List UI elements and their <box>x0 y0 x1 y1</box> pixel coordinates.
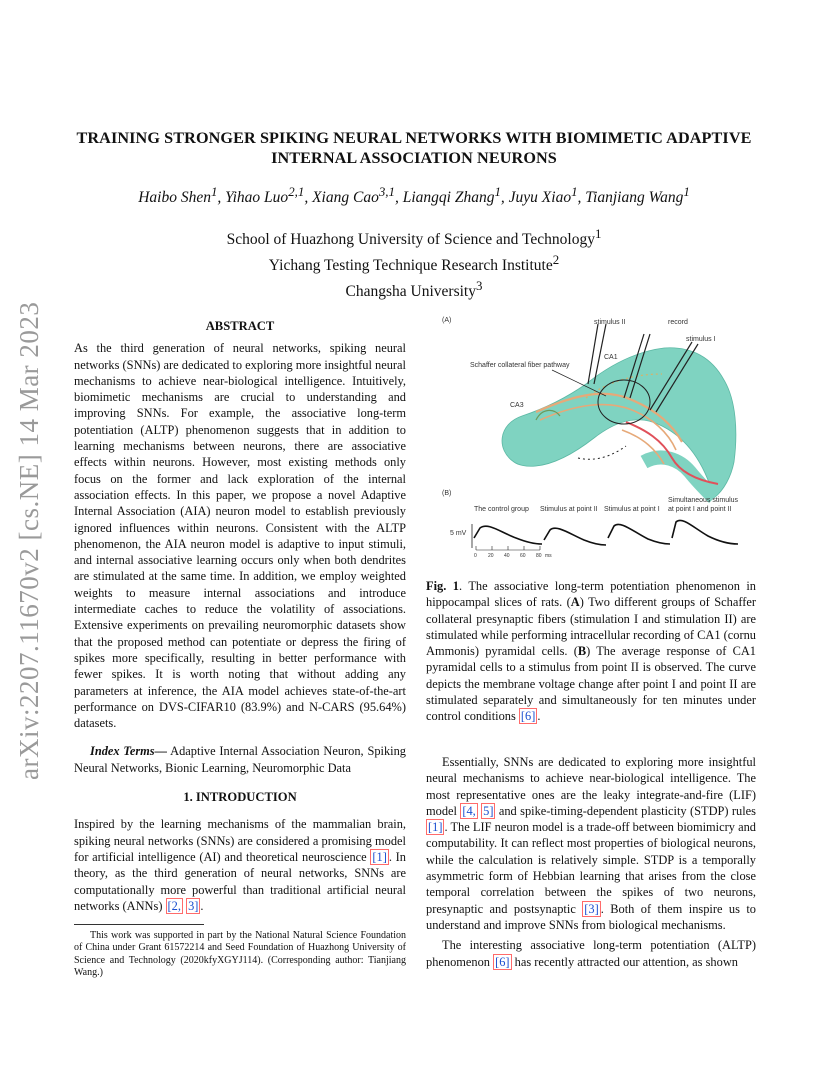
affiliations <box>60 224 768 302</box>
ca3-label: CA3 <box>510 402 524 409</box>
group-label: Simultaneous stimulus <box>668 497 739 504</box>
time-tick: 0 <box>474 553 477 559</box>
stimulus-2-electrode <box>588 324 598 384</box>
time-tick: 20 <box>488 553 494 559</box>
author: Yihao Luo <box>225 189 289 207</box>
author: Tianjiang Wang <box>585 189 684 207</box>
citation-link[interactable]: 3] <box>188 898 199 913</box>
time-tick: 40 <box>504 553 510 559</box>
affiliation: Yichang Testing Technique Research Institute$^2$ <box>268 252 560 275</box>
trace-control <box>474 526 542 544</box>
trace-stimulus-1 <box>608 524 670 544</box>
citation-link[interactable]: [4, <box>462 803 476 818</box>
ca1-label: CA1 <box>604 354 618 361</box>
citation-link[interactable]: [1] <box>372 849 387 864</box>
affiliation: Changsha University$^3$ <box>345 278 483 301</box>
author-affil: 1 <box>683 184 690 199</box>
index-terms-text: Adaptive Internal Association Neuron, Spiking Neural Networks, Bionic Learning, Neuromorphic Data <box>74 744 406 775</box>
index-terms-label: Index Terms— <box>90 744 168 759</box>
citation-link[interactable]: [3] <box>584 901 599 916</box>
trace-stimulus-2 <box>544 528 606 545</box>
intro-text: Inspired by the learning mechanisms of the mammalian brain, spiking neural networks (SNNs) are considered a promising model for artificial intelligence (AI) and theoretical neuroscience [1] . In theory, as the third generation of neural networks, SNNs are computationally more powerful than traditional artificial neural networks (ANNs) [2, 3] . <box>74 817 406 913</box>
paper-title <box>60 128 768 168</box>
arxiv-identifier: arXiv:2207.11670v2 [cs.NE] 14 Mar 2023 <box>14 301 44 780</box>
footnote-rule <box>74 924 204 925</box>
voltage-scale-label: 5 mV <box>450 530 467 537</box>
figure-1 <box>436 312 756 567</box>
time-tick: 80 <box>536 553 542 559</box>
paragraph: Essentially, SNNs are dedicated to exploring more insightful neural mechanisms to achieve near-biological intelligence. The most representative ones are the leaky integrate-and-fire (LIF) model [4, 5] and spike-timing-dependent plasticity (STDP) rules [1] . The LIF neuron model is a trade-off between biomimicry and computability. It can reflect most properties of biological neurons, while the calculation is relatively simple. STDP is a temporally asymmetric form of Hebbian learning that arises from the close temporal correlation between the spikes of two neurons, presynaptic and postsynaptic [3] . Both of them inspire us to understand and improve SNNs from biological mechanisms. <box>426 755 756 932</box>
group-label: The control group <box>474 506 529 513</box>
granule-dots <box>578 446 626 459</box>
group-label: Stimulus at point II <box>540 506 598 513</box>
author-affil: 2,1 <box>288 184 305 199</box>
title-line-1: TRAINING STRONGER SPIKING NEURAL NETWORKS WITH BIOMIMETIC ADAPTIVE <box>76 129 752 147</box>
author-affil: 3,1 <box>378 184 395 199</box>
right-column-text <box>426 754 756 970</box>
citation-link[interactable]: [2, <box>167 898 181 913</box>
footnote: This work was supported in part by the National Natural Science Foundation of China under Grant 61572214 and Seed Foundation of Huazhong University of Science and Technology (2020kfyXGYJ114). (Corresponding author: Tianjiang Wang.) <box>74 930 406 979</box>
author: Liangqi Zhang <box>402 189 495 207</box>
author-affil: 1 <box>210 184 218 199</box>
stimulus-2-label: stimulus II <box>594 319 626 326</box>
abstract-heading: ABSTRACT <box>205 319 275 333</box>
figure-caption: Fig. 1. The associative long-term potentiation phenomenon in hippocampal slices of rats. (A) Two different groups of Schaffer collateral presynaptic fibers (stimulation I and stimulation II) are stimulated while performing intracellular recording of CA1 (cornu Ammonis) pyramidal cells. (B) The average response of CA1 pyramidal cells to a stimulus from point II is observed. The curve depicts the membrane voltage change after point I and point II are stimulated separately and simultaneously for ten minutes under control conditions [6] . <box>426 579 756 724</box>
paragraph: The interesting associative long-term potentiation (ALTP) phenomenon [6] has recently attracted our attention, as shown <box>426 938 756 969</box>
stimulus-1-label: stimulus I <box>686 336 716 343</box>
author-list: Haibo Shen$^1$, Yihao Luo$^{2,1}$, Xiang Cao$^{3,1}$, Liangqi Zhang$^1$, Juyu Xiao$^1$, Tianjiang Wang$^1$ <box>138 184 690 207</box>
author-affil: 1 <box>494 184 501 199</box>
citation-link[interactable]: [1] <box>428 820 443 835</box>
affiliation: School of Huazhong University of Science and Technology$^1$ <box>226 226 602 249</box>
time-unit: ms <box>545 553 552 559</box>
author-affil: 1 <box>571 184 578 199</box>
intro-heading: 1. INTRODUCTION <box>183 790 297 805</box>
author: Juyu Xiao <box>508 189 572 207</box>
group-label: Stimulus at point I <box>604 506 660 513</box>
index-terms <box>74 743 406 776</box>
trace-simultaneous <box>672 520 738 544</box>
author: Xiang Cao <box>312 189 379 207</box>
abstract-text: As the third generation of neural networks, spiking neural networks (SNNs) are dedicated to exploring more insightful neural mechanisms to achieve near-biological intelligence. Intuitively, biomimetic mechanisms are crucial to understanding and improving SNNs. For example, the associative long-term potentiation (ALTP) phenomenon suggests that in addition to learning mechanisms between neurons, there are associative effects within neurons. However, most existing methods only focus on the former and lack exploration of the internal association effects. In this paper, we propose a novel Adaptive Internal Association (AIA) neuron model to establish previously ignored influences within neurons. Consistent with the ALTP phenomenon, the AIA neuron model is adaptive to input stimuli, and internal associative learning occurs only when both dendrites are stimulated at the same time. In addition, we employ weighted weights to measure internal associations and introduce intermediate caches to reduce the volatility of associations. Extensive experiments on prevailing neuromorphic datasets show that the proposed method can potentiate or depress the firing of spikes more specifically, resulting in better performance with fewer spikes. It is worth noting that without adding any parameters at inference, the AIA model achieves state-of-the-art performance on DVS-CIFAR10 (83.9%) and N-CARS (95.64%) datasets. <box>74 341 406 731</box>
time-tick: 60 <box>520 553 526 559</box>
citation-link[interactable]: 5] <box>483 803 494 818</box>
group-label: at point I and point II <box>668 506 732 513</box>
title-line-2: INTERNAL ASSOCIATION NEURONS <box>271 149 557 167</box>
panel-b-label: (B) <box>442 490 452 497</box>
caption-label: Fig. 1 <box>426 579 459 593</box>
schaffer-label: Schaffer collateral fiber pathway <box>470 362 570 369</box>
left-column <box>74 318 406 914</box>
panel-a-label: (A) <box>442 317 452 324</box>
record-label: record <box>668 319 688 326</box>
citation-link[interactable]: [6] <box>520 709 536 724</box>
author: Haibo Shen <box>138 189 211 207</box>
citation-link[interactable]: [6] <box>495 954 510 969</box>
